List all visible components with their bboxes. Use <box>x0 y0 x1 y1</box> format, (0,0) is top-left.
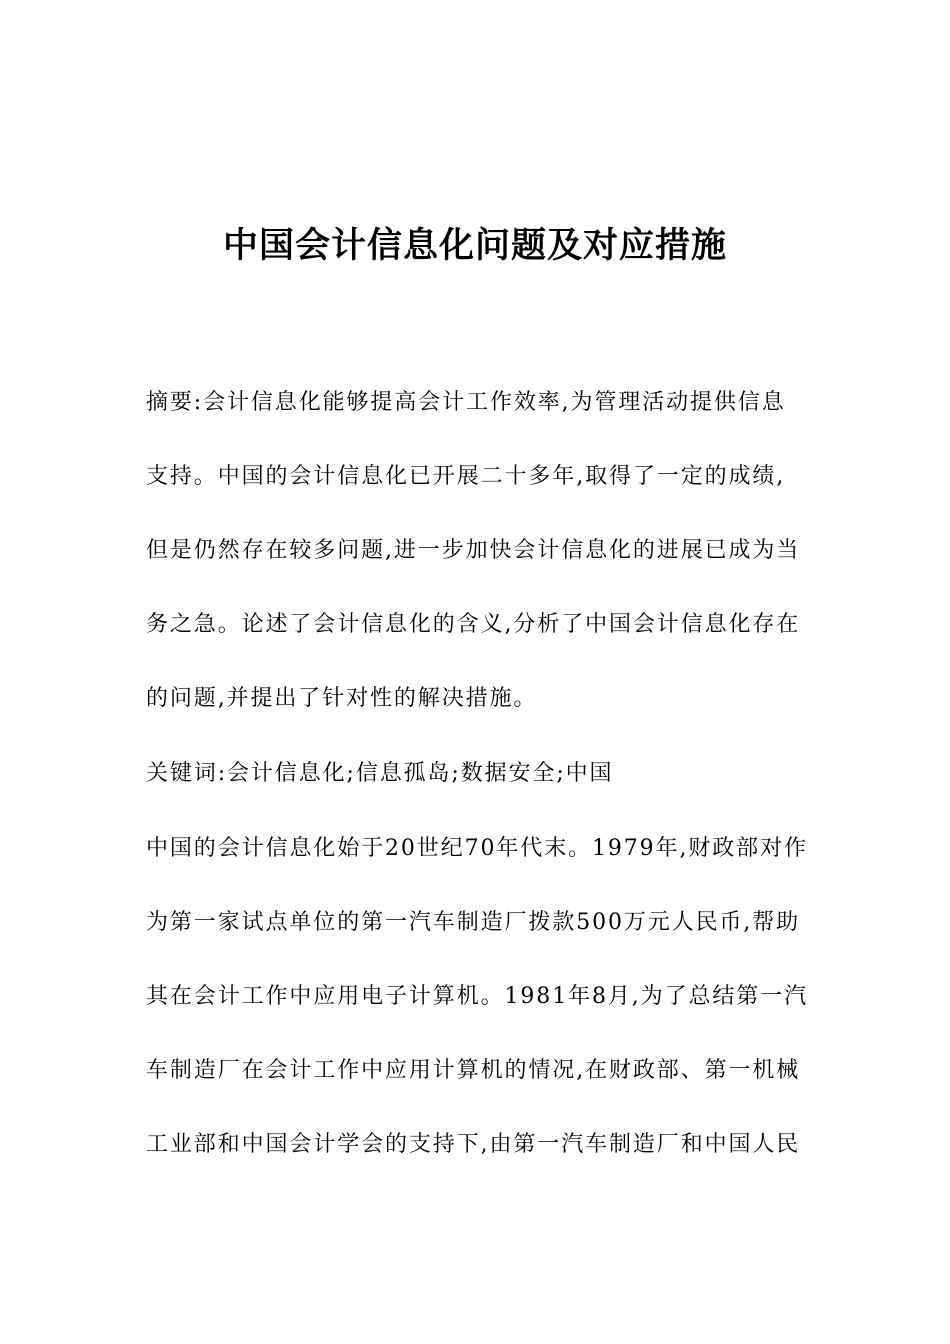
intro-line: 其在会计工作中应用电子计算机。1981年8月,为了总结第一汽 <box>146 984 808 1009</box>
intro-paragraph <box>146 812 808 1182</box>
document-title: 中国会计信息化问题及对应措施 <box>222 226 727 266</box>
keywords-paragraph <box>146 737 808 811</box>
intro-line: 中国的会计信息化始于20世纪70年代末。1979年,财政部对作 <box>146 836 808 861</box>
abstract-line: 但是仍然存在较多问题,进一步加快会计信息化的进展已成为当 <box>146 538 801 563</box>
intro-line: 工业部和中国会计学会的支持下,由第一汽车制造厂和中国人民 <box>146 1132 801 1157</box>
intro-line: 为第一家试点单位的第一汽车制造厂拨款500万元人民币,帮助 <box>146 910 801 935</box>
keywords-line: 关键词:会计信息化;信息孤岛;数据安全;中国 <box>146 761 614 786</box>
intro-line: 车制造厂在会计工作中应用计算机的情况,在财政部、第一机械 <box>146 1058 801 1083</box>
abstract-line: 支持。中国的会计信息化已开展二十多年,取得了一定的成绩, <box>146 464 786 489</box>
abstract-line: 务之急。论述了会计信息化的含义,分析了中国会计信息化存在 <box>146 612 801 637</box>
abstract-paragraph <box>146 366 808 736</box>
abstract-line: 的问题,并提出了针对性的解决措施。 <box>146 686 538 711</box>
abstract-line: 摘要:会计信息化能够提高会计工作效率,为管理活动提供信息 <box>146 390 786 415</box>
